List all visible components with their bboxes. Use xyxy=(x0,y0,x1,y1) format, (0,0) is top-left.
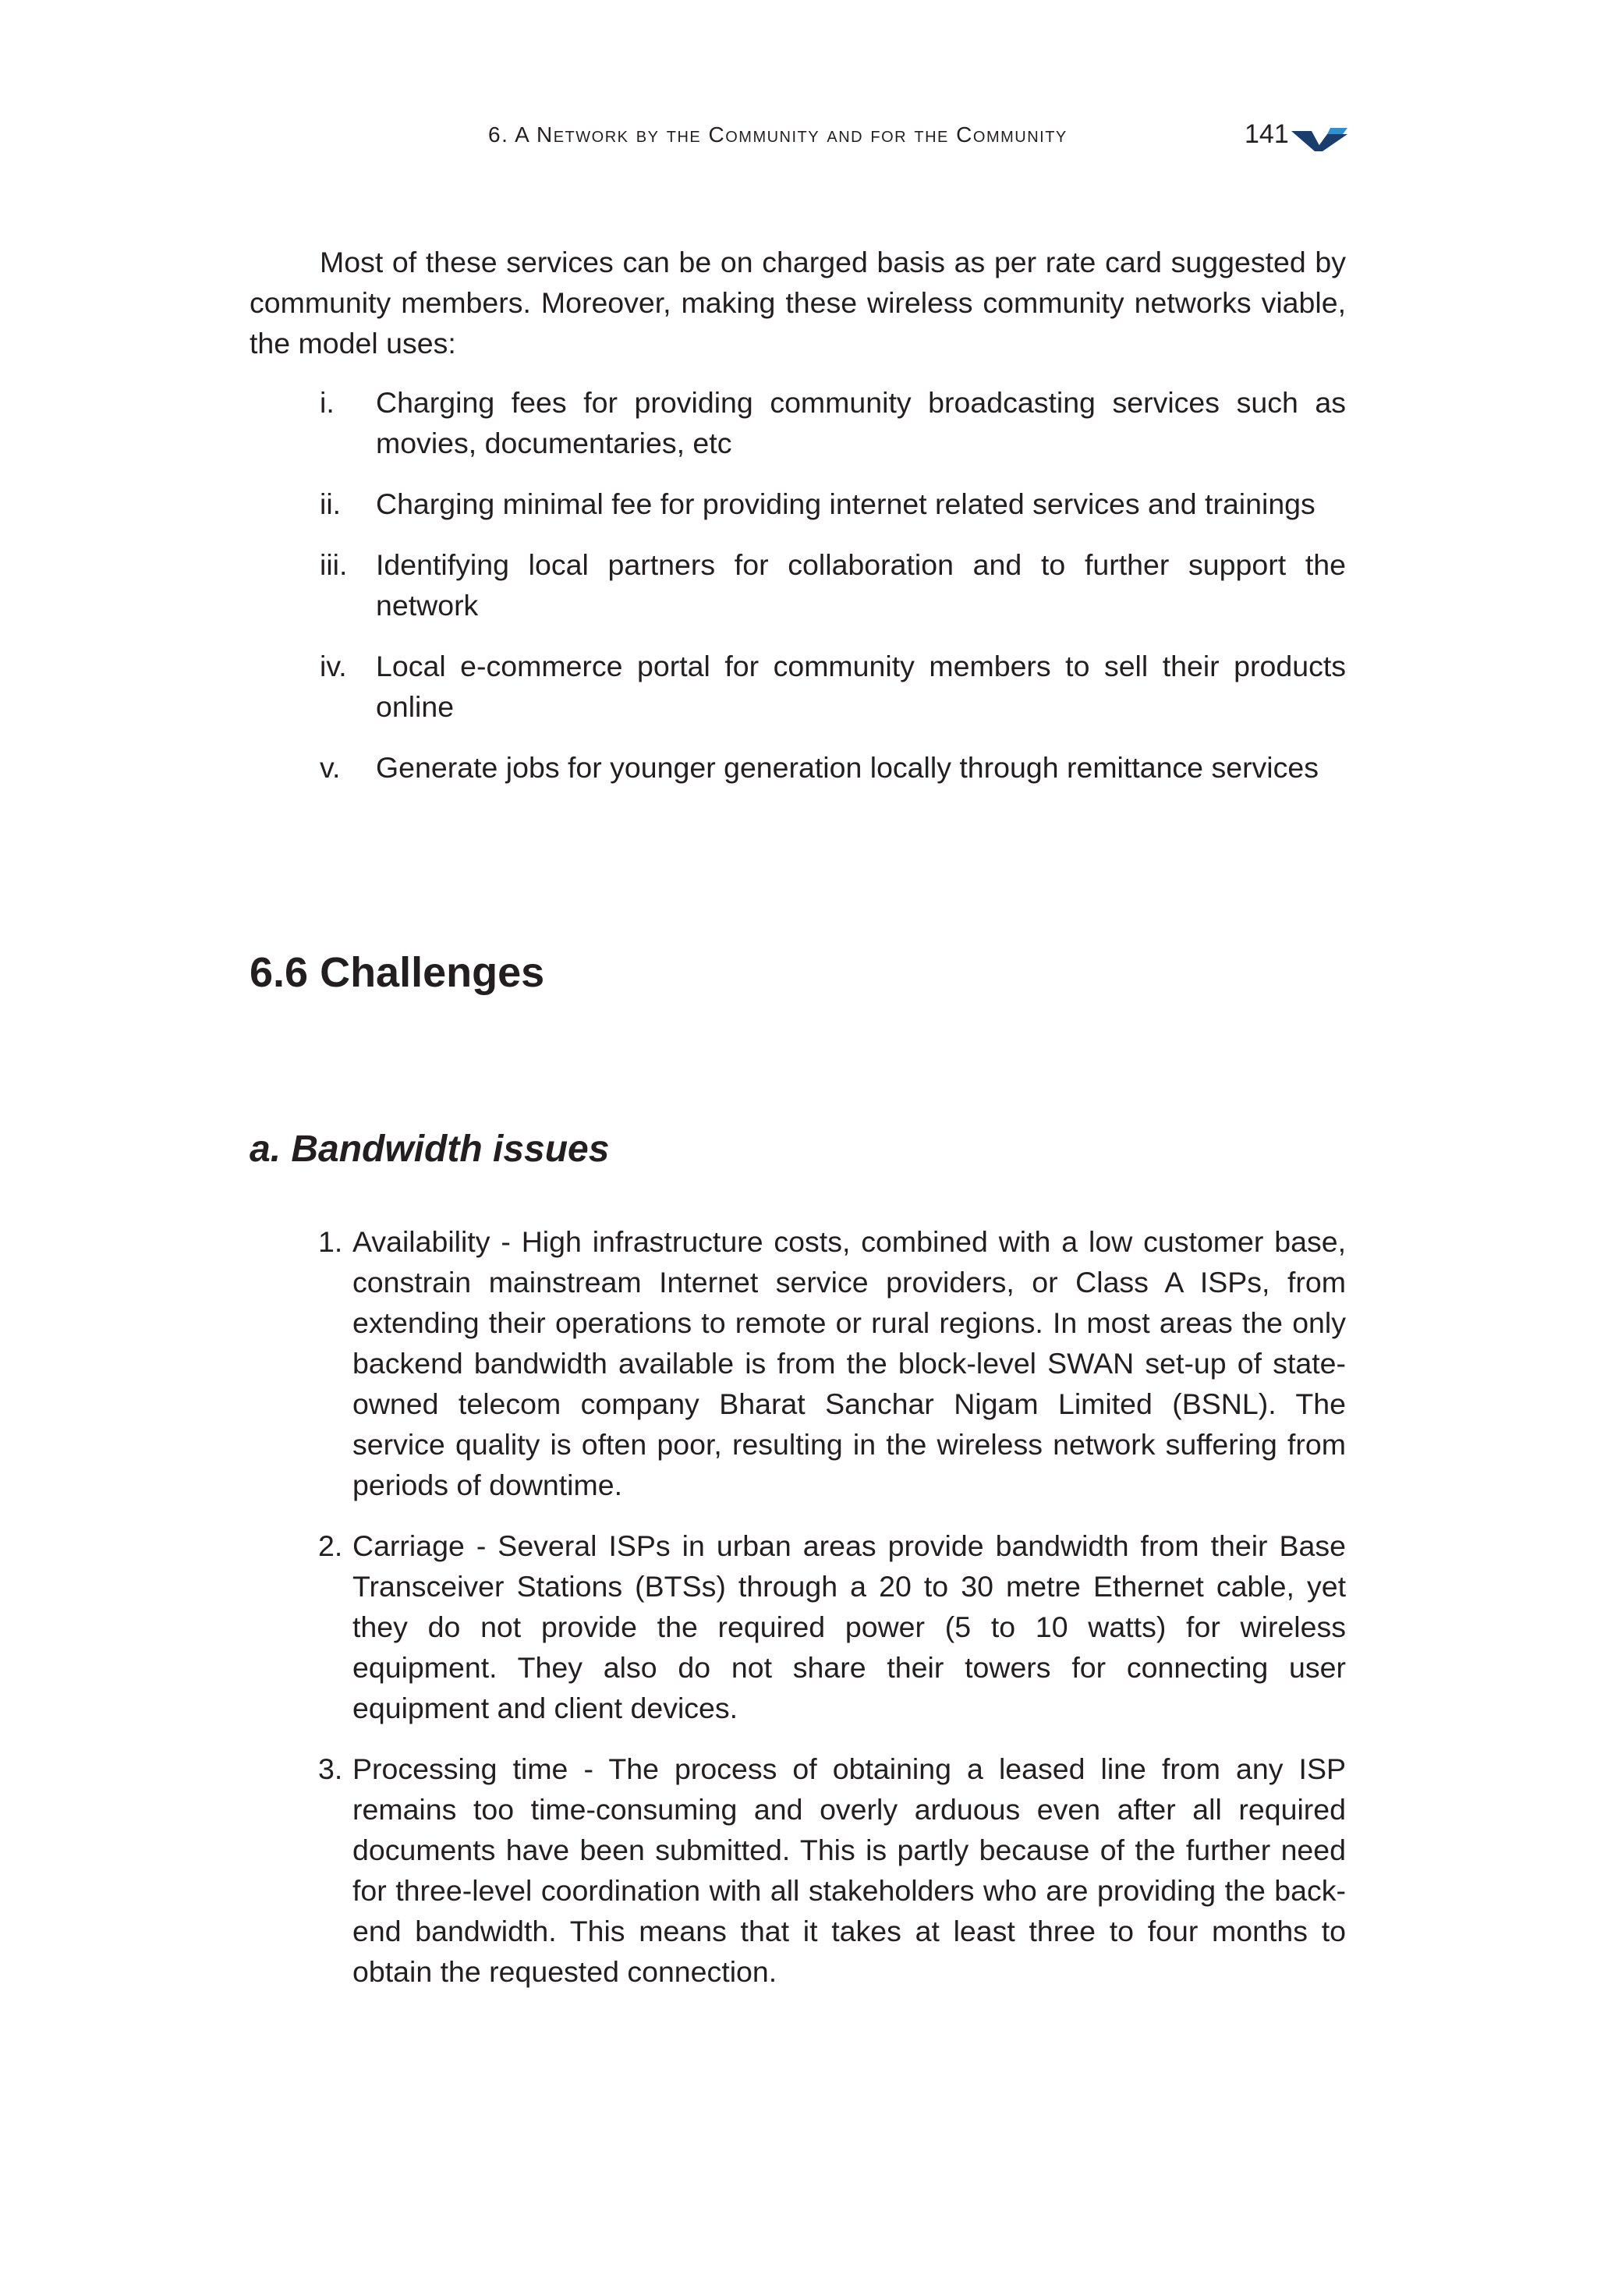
list-item xyxy=(250,484,1346,524)
intro-paragraph: Most of these services can be on charged basis as per rate card suggested by community members. Moreover, making these wireless community networks viable, the model uses: xyxy=(250,246,1346,360)
list-marker: i. xyxy=(320,386,335,419)
list-marker: iv. xyxy=(320,650,347,682)
list-item xyxy=(250,1525,1346,1728)
list-item-text: Local e-commerce portal for community members to sell their products online xyxy=(376,650,1346,723)
bandwidth-issues-list xyxy=(250,1221,1346,2012)
list-marker: iii. xyxy=(320,548,348,581)
list-item xyxy=(250,646,1346,727)
list-marker: v. xyxy=(320,751,341,784)
sub-heading: a. Bandwidth issues xyxy=(250,1129,610,1170)
list-item-text: Charging minimal fee for providing internet related services and trainings xyxy=(376,487,1315,520)
list-item-text: Processing time - The process of obtaining a leased line from any ISP remains too time-consuming and overly arduous even after all required documents have been submitted. This is partly because of the further need for three-level coordination with all stakeholders who are providing the back-end bandwidth. This means that it takes at least three to four months to obtain the requested connection. xyxy=(352,1752,1346,1988)
page-number: 141 xyxy=(1245,119,1289,149)
list-item-text: Charging fees for providing community broadcasting services such as movies, documentaries, etc xyxy=(376,386,1346,459)
list-item-text: Generate jobs for younger generation locally through remittance services xyxy=(376,751,1319,784)
list-item-text: Carriage - Several ISPs in urban areas provide bandwidth from their Base Transceiver Stations (BTSs) through a 20 to 30 metre Ethernet cable, yet they do not provide the required power (5 to 10 watts) for wireless equipment. They also do not share their towers for connecting user equipment and client devices. xyxy=(352,1529,1346,1724)
section-heading: 6.6 Challenges xyxy=(250,949,545,996)
list-item-text: Identifying local partners for collaboration and to further support the network xyxy=(376,548,1346,622)
list-marker: 2. xyxy=(318,1529,343,1562)
model-list xyxy=(250,382,1346,808)
list-item xyxy=(250,1221,1346,1505)
list-item-text: Availability - High infrastructure costs, combined with a low customer base, constrain mainstream Internet service providers, or Class A ISPs, from extending their operations to remote or rural regions. In most areas the only backend bandwidth available is from the block-level SWAN set-up of state-owned telecom company Bharat Sanchar Nigam Limited (BSNL). The service quality is often poor, resulting in the wireless network suffering from periods of downtime. xyxy=(352,1225,1346,1501)
list-item xyxy=(250,382,1346,463)
running-header-title: 6. A Network by the Community and for the Community xyxy=(488,122,1068,147)
list-item xyxy=(250,1749,1346,1992)
publisher-logo-icon xyxy=(1291,128,1347,154)
list-item xyxy=(250,747,1346,788)
list-marker: 1. xyxy=(318,1225,343,1258)
list-item xyxy=(250,544,1346,625)
list-marker: ii. xyxy=(320,487,342,520)
list-marker: 3. xyxy=(318,1752,343,1785)
